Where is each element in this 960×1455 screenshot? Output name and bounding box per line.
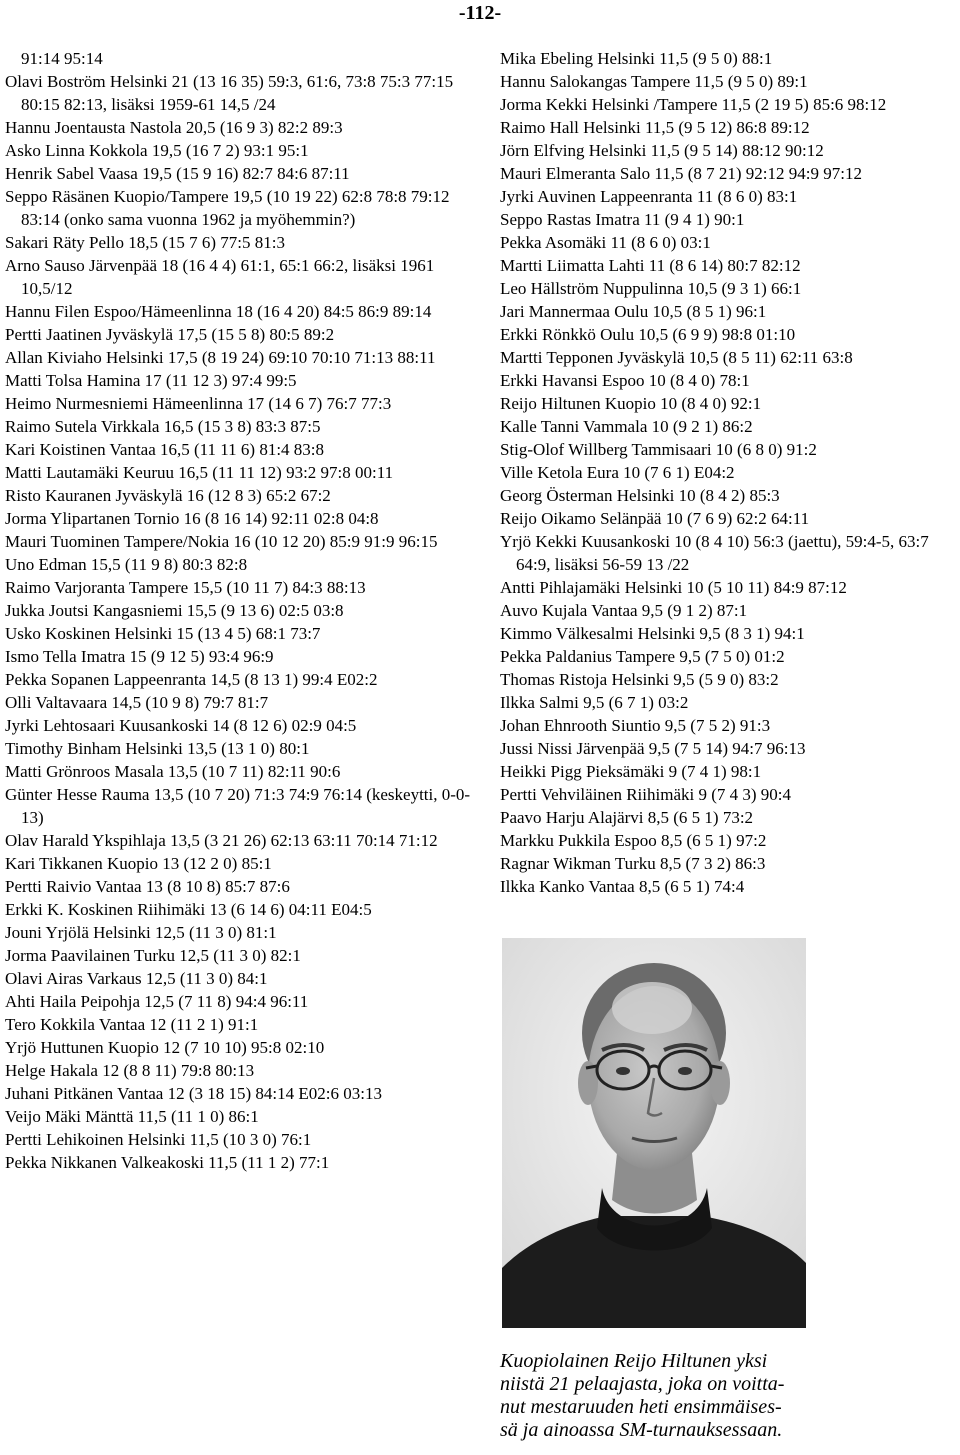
page-number: -112- [458,2,502,24]
player-entry: Mauri Tuominen Tampere/Nokia 16 (10 12 20) 85:9 91:9 96:15 [5,532,438,551]
player-entry: Markku Pukkila Espoo 8,5 (6 5 1) 97:2 [500,831,767,850]
player-entry: Matti Lautamäki Keuruu 16,5 (11 11 12) 93:2 97:8 00:11 [5,463,394,482]
player-entry: Juhani Pitkänen Vantaa 12 (3 18 15) 84:14 E02:6 03:13 [5,1084,382,1103]
player-entry: Hannu Filen Espoo/Hämeenlinna 18 (16 4 20) 84:5 86:9 89:14 [5,302,432,321]
player-entry: Reijo Hiltunen Kuopio 10 (8 4 0) 92:1 [500,394,762,413]
player-entry: Risto Kauranen Jyväskylä 16 (12 8 3) 65:2 67:2 [5,486,331,505]
player-entry: Sakari Räty Pello 18,5 (15 7 6) 77:5 81:3 [5,233,286,252]
player-entry: Jukka Joutsi Kangasniemi 15,5 (9 13 6) 02:5 03:8 [5,601,344,620]
player-entry: Jorma Kekki Helsinki /Tampere 11,5 (2 19 5) 85:6 98:12 [500,95,887,114]
player-entry: Kari Tikkanen Kuopio 13 (12 2 0) 85:1 [5,854,272,873]
player-entry: Mika Ebeling Helsinki 11,5 (9 5 0) 88:1 [500,49,773,68]
player-entry: Jyrki Auvinen Lappeenranta 11 (8 6 0) 83:1 [500,187,798,206]
player-entry: Olavi Airas Varkaus 12,5 (11 3 0) 84:1 [5,969,268,988]
player-entry: Heikki Pigg Pieksämäki 9 (7 4 1) 98:1 [500,762,762,781]
player-entry: Jouni Yrjölä Helsinki 12,5 (11 3 0) 81:1 [5,923,277,942]
player-entry: Jorma Ylipartanen Tornio 16 (8 16 14) 92:11 02:8 04:8 [5,509,379,528]
player-entry: Allan Kiviaho Helsinki 17,5 (8 19 24) 69:10 70:10 71:13 88:11 [5,348,436,367]
player-entry: 91:14 95:14 [21,49,103,68]
player-entry: Pekka Nikkanen Valkeakoski 11,5 (11 1 2) 77:1 [5,1153,330,1172]
player-entry: Heimo Nurmesniemi Hämeenlinna 17 (14 6 7) 76:7 77:3 [5,394,392,413]
player-entry: Auvo Kujala Vantaa 9,5 (9 1 2) 87:1 [500,601,748,620]
player-entry: Ragnar Wikman Turku 8,5 (7 3 2) 86:3 [500,854,766,873]
player-entry: Mauri Elmeranta Salo 11,5 (8 7 21) 92:12 94:9 97:12 [500,164,862,183]
player-entry: Georg Österman Helsinki 10 (8 4 2) 85:3 [500,486,780,505]
player-entry: Kari Koistinen Vantaa 16,5 (11 11 6) 81:4 83:8 [5,440,325,459]
player-entry: Leo Hällström Nuppulinna 10,5 (9 3 1) 66:1 [500,279,802,298]
player-entry: Pekka Sopanen Lappeenranta 14,5 (8 13 1) 99:4 E02:2 [5,670,378,689]
player-entry: Yrjö Huttunen Kuopio 12 (7 10 10) 95:8 02:10 [5,1038,325,1057]
player-entry: Günter Hesse Rauma 13,5 (10 7 20) 71:3 74:9 76:14 (keskeytti, 0-0-13) [5,785,471,827]
player-entry: Raimo Varjoranta Tampere 15,5 (10 11 7) 84:3 88:13 [5,578,366,597]
player-entry: Raimo Sutela Virkkala 16,5 (15 3 8) 83:3 87:5 [5,417,321,436]
player-entry: Jorma Paavilainen Turku 12,5 (11 3 0) 82:1 [5,946,301,965]
player-entry: Erkki K. Koskinen Riihimäki 13 (6 14 6) 04:11 E04:5 [5,900,372,919]
player-entry: Kimmo Välkesalmi Helsinki 9,5 (8 3 1) 94:1 [500,624,805,643]
player-entry: Martti Liimatta Lahti 11 (8 6 14) 80:7 82:12 [500,256,801,275]
player-entry: Thomas Ristoja Helsinki 9,5 (5 9 0) 83:2 [500,670,779,689]
player-entry: Tero Kokkila Vantaa 12 (11 2 1) 91:1 [5,1015,259,1034]
player-entry: Uno Edman 15,5 (11 9 8) 80:3 82:8 [5,555,248,574]
caption-line: Kuopiolainen Reijo Hiltunen yksi [500,1350,768,1372]
player-entry: Yrjö Kekki Kuusankoski 10 (8 4 10) 56:3 (jaettu), 59:4-5, 63:7 64:9, lisäksi 56-59 13 /22 [500,532,929,574]
player-entry: Paavo Harju Alajärvi 8,5 (6 5 1) 73:2 [500,808,754,827]
player-entry: Olav Harald Ykspihlaja 13,5 (3 21 26) 62:13 63:11 70:14 71:12 [5,831,438,850]
player-entry: Kalle Tanni Vammala 10 (9 2 1) 86:2 [500,417,753,436]
player-entry: Hannu Salokangas Tampere 11,5 (9 5 0) 89:1 [500,72,808,91]
right-column [500,47,960,898]
player-entry: Erkki Havansi Espoo 10 (8 4 0) 78:1 [500,371,750,390]
player-entry: Seppo Rastas Imatra 11 (9 4 1) 90:1 [500,210,745,229]
player-entry: Jörn Elfving Helsinki 11,5 (9 5 14) 88:12 90:12 [500,141,824,160]
player-entry: Matti Grönroos Masala 13,5 (10 7 11) 82:11 90:6 [5,762,341,781]
player-entry: Stig-Olof Willberg Tammisaari 10 (6 8 0) 91:2 [500,440,817,459]
player-entry: Hannu Joentausta Nastola 20,5 (16 9 3) 82:2 89:3 [5,118,343,137]
player-entry: Seppo Räsänen Kuopio/Tampere 19,5 (10 19 22) 62:8 78:8 79:12 83:14 (onko sama vuonna 1962 ja myöhemmin?) [5,187,450,229]
player-entry: Asko Linna Kokkola 19,5 (16 7 2) 93:1 95:1 [5,141,309,160]
player-entry: Helge Hakala 12 (8 8 11) 79:8 80:13 [5,1061,255,1080]
player-entry: Ilkka Kanko Vantaa 8,5 (6 5 1) 74:4 [500,877,745,896]
player-entry: Pertti Lehikoinen Helsinki 11,5 (10 3 0) 76:1 [5,1130,312,1149]
player-entry: Olavi Boström Helsinki 21 (13 16 35) 59:3, 61:6, 73:8 75:3 77:15 80:15 82:13, lisäksi 1959-61 14,5 /24 [5,72,454,114]
player-entry: Raimo Hall Helsinki 11,5 (9 5 12) 86:8 89:12 [500,118,810,137]
player-entry: Jyrki Lehtosaari Kuusankoski 14 (8 12 6) 02:9 04:5 [5,716,357,735]
player-entry: Johan Ehnrooth Siuntio 9,5 (7 5 2) 91:3 [500,716,771,735]
player-entry: Pekka Paldanius Tampere 9,5 (7 5 0) 01:2 [500,647,785,666]
player-entry: Henrik Sabel Vaasa 19,5 (15 9 16) 82:7 84:6 87:11 [5,164,350,183]
caption-line: sä ja ainoassa SM-turnauksessaan. [500,1419,783,1441]
player-entry: Ahti Haila Peipohja 12,5 (7 11 8) 94:4 96:11 [5,992,309,1011]
player-entry: Reijo Oikamo Selänpää 10 (7 6 9) 62:2 64:11 [500,509,810,528]
caption-line: nut mestaruuden heti ensimmäises- [500,1396,782,1418]
player-entry: Erkki Rönkkö Oulu 10,5 (6 9 9) 98:8 01:10 [500,325,796,344]
player-entry: Matti Tolsa Hamina 17 (11 12 3) 97:4 99:5 [5,371,297,390]
player-entry: Jari Mannermaa Oulu 10,5 (8 5 1) 96:1 [500,302,767,321]
player-entry: Veijo Mäki Mänttä 11,5 (11 1 0) 86:1 [5,1107,259,1126]
player-entry: Arno Sauso Järvenpää 18 (16 4 4) 61:1, 65:1 66:2, lisäksi 1961 10,5/12 [5,256,435,298]
player-entry: Pertti Vehviläinen Riihimäki 9 (7 4 3) 90:4 [500,785,792,804]
player-entry: Ville Ketola Eura 10 (7 6 1) E04:2 [500,463,735,482]
player-entry: Usko Koskinen Helsinki 15 (13 4 5) 68:1 73:7 [5,624,321,643]
left-column [5,47,475,1174]
photo-caption [500,1350,860,1442]
player-entry: Antti Pihlajamäki Helsinki 10 (5 10 11) 84:9 87:12 [500,578,847,597]
player-entry: Timothy Binham Helsinki 13,5 (13 1 0) 80:1 [5,739,310,758]
caption-line: niistä 21 pelaajasta, joka on voitta- [500,1373,785,1395]
player-entry: Jussi Nissi Järvenpää 9,5 (7 5 14) 94:7 96:13 [500,739,806,758]
player-entry: Martti Tepponen Jyväskylä 10,5 (8 5 11) 62:11 63:8 [500,348,853,367]
player-entry: Olli Valtavaara 14,5 (10 9 8) 79:7 81:7 [5,693,269,712]
portrait-photo [502,938,806,1328]
player-entry: Pertti Raivio Vantaa 13 (8 10 8) 85:7 87:6 [5,877,290,896]
player-entry: Ilkka Salmi 9,5 (6 7 1) 03:2 [500,693,689,712]
player-entry: Ismo Tella Imatra 15 (9 12 5) 93:4 96:9 [5,647,274,666]
player-entry: Pekka Asomäki 11 (8 6 0) 03:1 [500,233,711,252]
player-entry: Pertti Jaatinen Jyväskylä 17,5 (15 5 8) 80:5 89:2 [5,325,335,344]
